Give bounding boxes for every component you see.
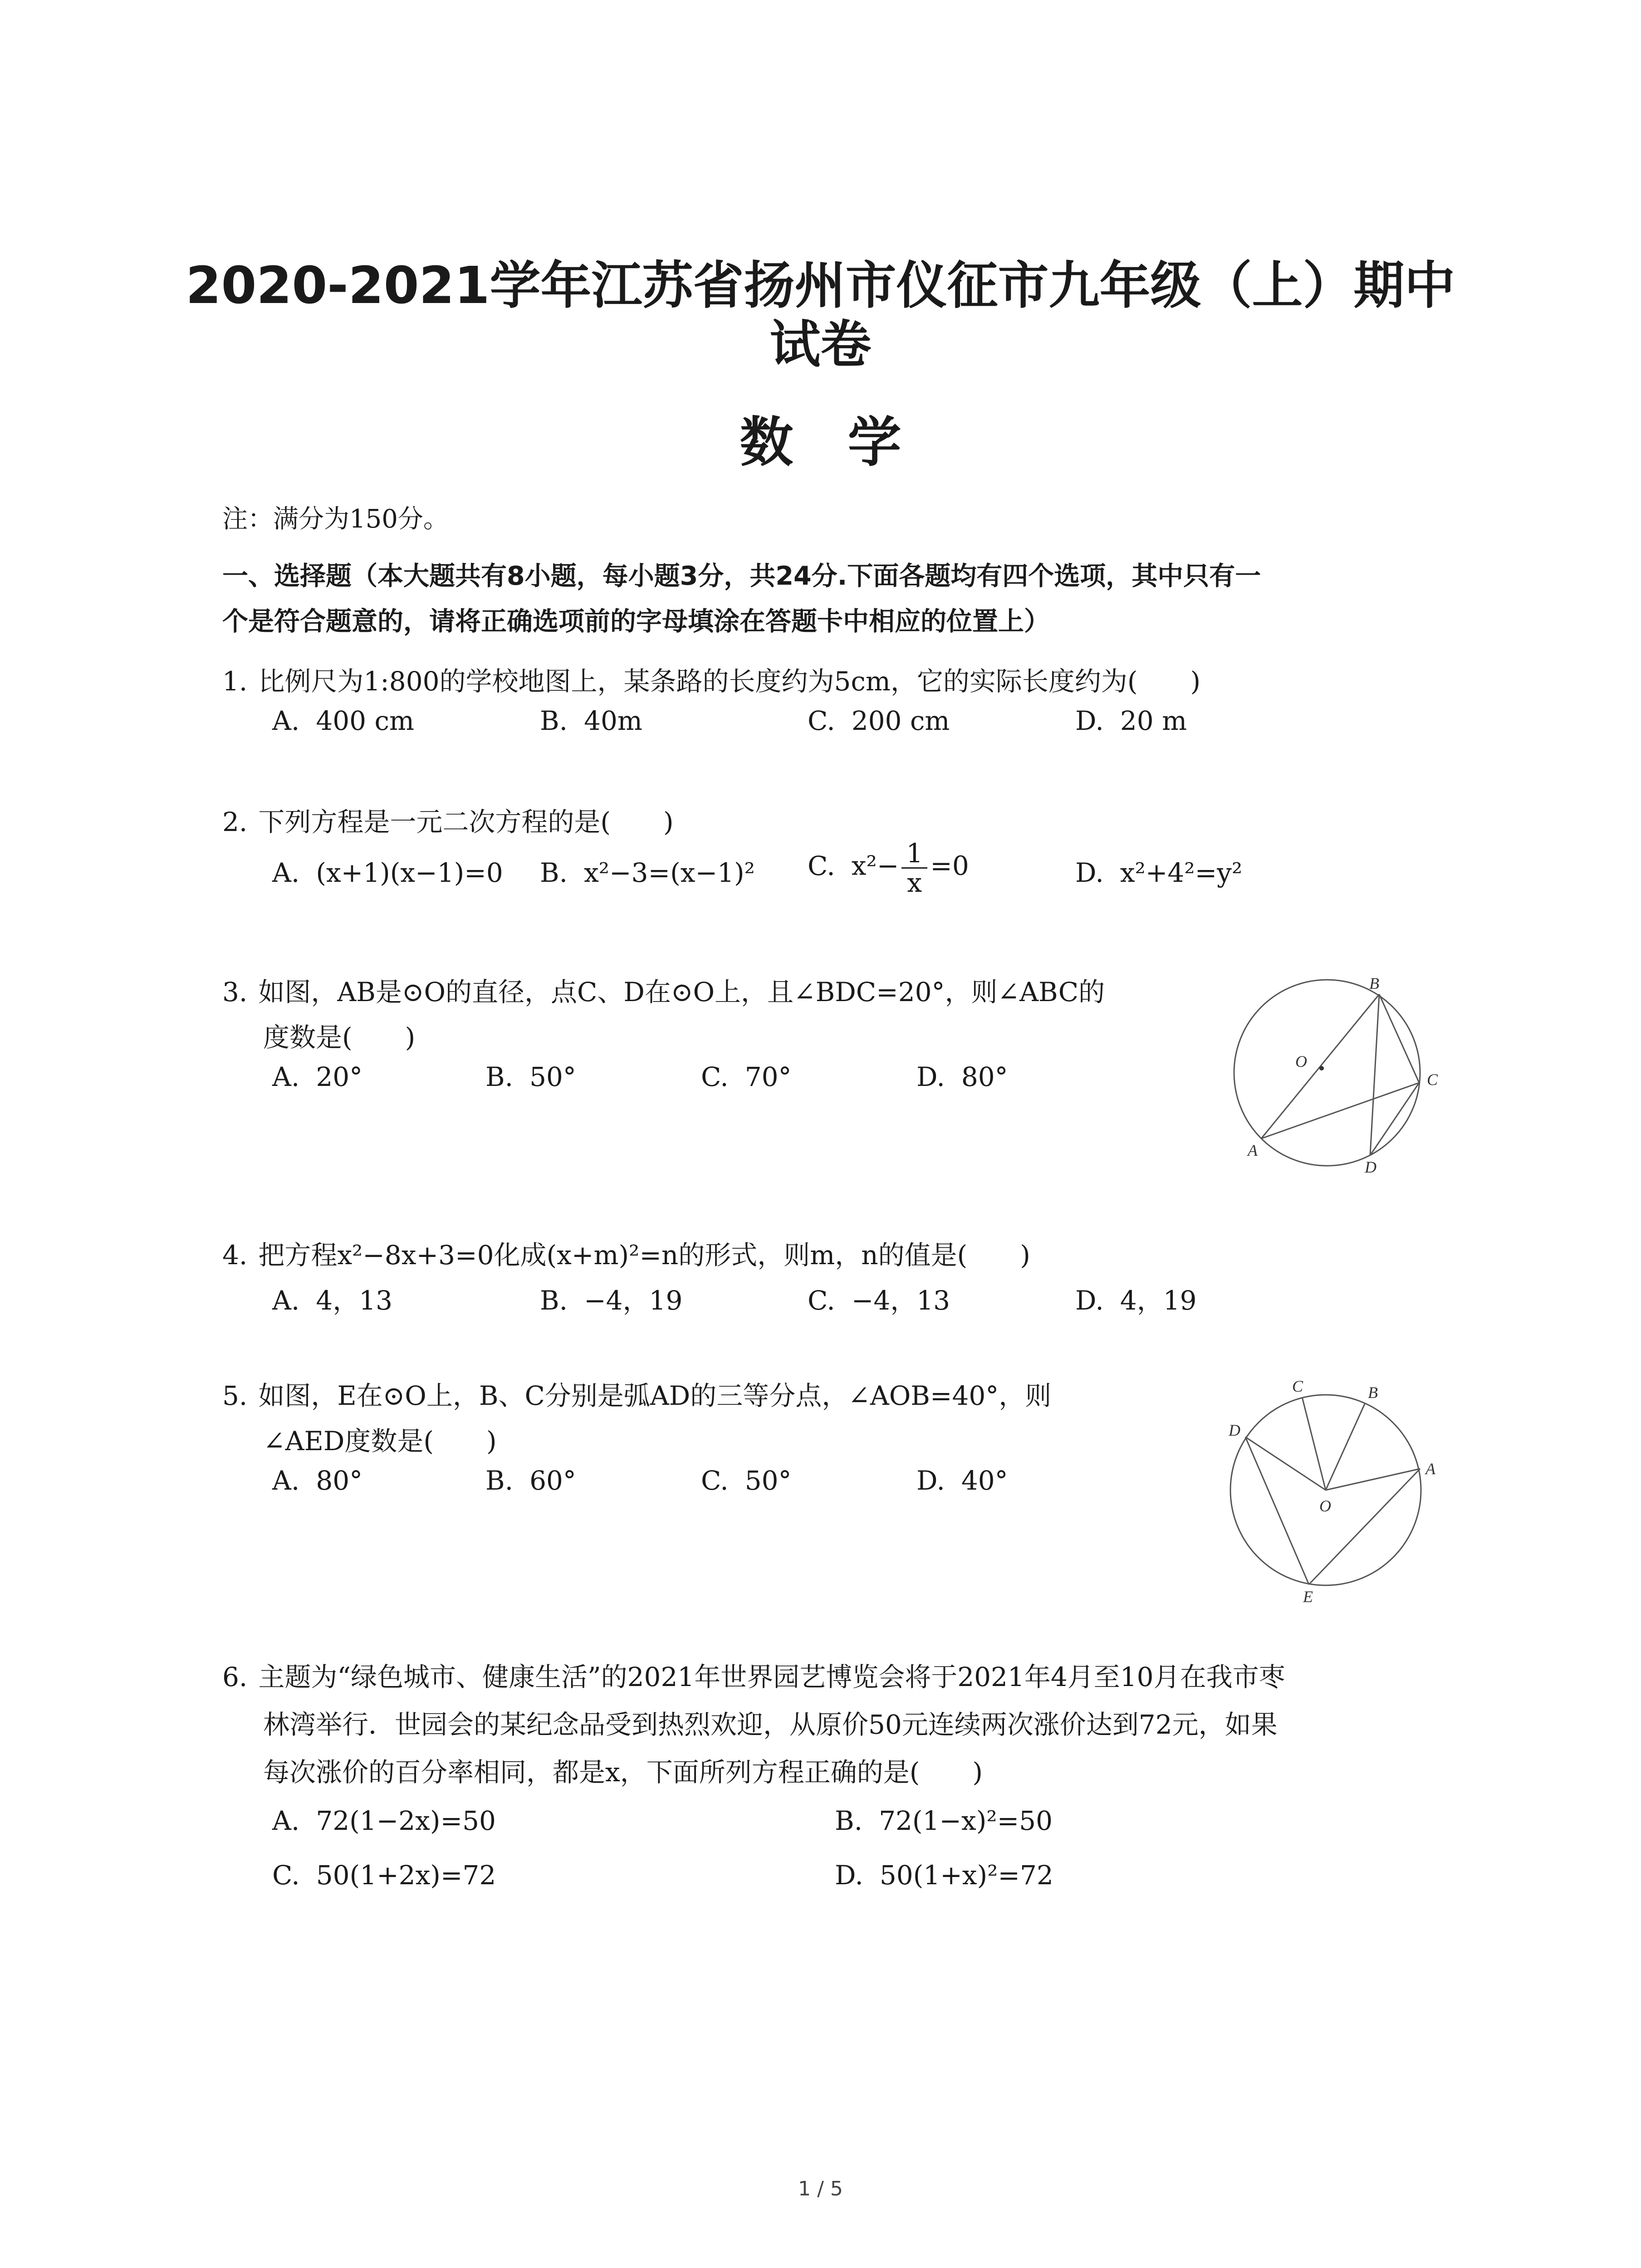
chord-bd [1370, 994, 1379, 1155]
chord-ae [1309, 1469, 1420, 1584]
option-b: B. −4，19 [540, 1285, 683, 1316]
option-c: C. 50° [701, 1465, 792, 1496]
option-d: D. 20 m [1075, 705, 1187, 736]
option-a: A. 4，13 [272, 1285, 393, 1316]
question-text: 比例尺为1:800的学校地图上，某条路的长度约为5cm，它的实际长度约为( ) [258, 666, 1201, 697]
question-3-line1 [222, 971, 1105, 1009]
question-number: 4. [222, 1240, 248, 1271]
option-b: B. 50° [485, 1061, 576, 1092]
question-text: 如图，E在⊙O上，B、C分别是弧AD的三等分点，∠AOB=40°，则 [258, 1380, 1052, 1411]
question-3-line2: 度数是( ) [263, 1022, 416, 1053]
label-o: O [1319, 1497, 1331, 1515]
question-2 [222, 801, 674, 839]
question-number: 3. [222, 977, 248, 1007]
question-4 [222, 1234, 1030, 1272]
option-c: C. 200 cm [808, 705, 950, 736]
page-number: 1 / 5 [798, 2177, 843, 2200]
question-text: 把方程x²−8x+3=0化成(x+m)²=n的形式，则m，n的值是( ) [258, 1240, 1030, 1271]
option-d: D. 50(1+x)²=72 [835, 1860, 1053, 1891]
label-b: B [1369, 974, 1379, 992]
question-1 [222, 660, 1200, 698]
label-b: B [1368, 1383, 1378, 1402]
option-b: B. 60° [485, 1465, 576, 1496]
label-a: A [1248, 1141, 1258, 1159]
question-6-line3: 每次涨价的百分率相同，都是x，下面所列方程正确的是( ) [263, 1757, 983, 1788]
label-e: E [1303, 1588, 1313, 1606]
radius-ob [1326, 1404, 1365, 1490]
chord-de [1245, 1437, 1309, 1584]
option-a: A. 20° [272, 1061, 363, 1092]
label-d: D [1229, 1421, 1240, 1439]
label-c: C [1292, 1377, 1303, 1395]
option-d: D. 40° [916, 1465, 1008, 1496]
option-c: C. 50(1+2x)=72 [272, 1860, 496, 1891]
label-a: A [1425, 1460, 1435, 1478]
question-number: 1. [222, 666, 248, 697]
question-text: 下列方程是一元二次方程的是( ) [258, 807, 674, 837]
question-text: 如图，AB是⊙O的直径，点C、D在⊙O上，且∠BDC=20°，则∠ABC的 [258, 977, 1105, 1007]
radius-oa [1326, 1469, 1420, 1490]
option-d: D. 4，19 [1075, 1285, 1197, 1316]
option-c: C. 70° [701, 1061, 792, 1092]
option-d: D. x²+4²=y² [1075, 857, 1243, 888]
option-a: A. 72(1−2x)=50 [272, 1805, 496, 1836]
question-text: 主题为“绿色城市、健康生活”的2021年世界园艺博览会将于2021年4月至10月在我市枣 [258, 1662, 1285, 1692]
question-6-line2: 林湾举行．世园会的某纪念品受到热烈欢迎，从原价50元连续两次涨价达到72元，如果 [263, 1709, 1278, 1740]
label-d: D [1365, 1158, 1376, 1175]
question-5-line2: ∠AED度数是( ) [263, 1426, 497, 1457]
label-c: C [1427, 1070, 1438, 1089]
option-c: C. x²− $\frac{1}{x}$ =0 [808, 838, 969, 898]
section-heading-line2: 个是符合题意的，请将正确选项前的字母填涂在答题卡中相应的位置上） [222, 606, 1050, 636]
option-b: B. 40m [540, 705, 642, 736]
option-d: D. 80° [916, 1061, 1008, 1092]
exam-title-line2: 试卷 [769, 315, 872, 374]
score-note: 注：满分为150分。 [222, 504, 449, 534]
question-number: 6. [222, 1662, 248, 1692]
option-a: A. 80° [272, 1465, 363, 1496]
question-6-line1 [222, 1656, 1285, 1694]
question-number: 2. [222, 807, 248, 837]
section-heading-line1: 一、选择题（本大题共有8小题，每小题3分，共24分.下面各题均有四个选项，其中只有一 [222, 561, 1261, 591]
label-o: O [1295, 1052, 1307, 1070]
exam-title-line1: 2020-2021学年江苏省扬州市仪征市九年级（上）期中 [186, 256, 1455, 315]
fraction: $\frac{1}{x}$ [901, 839, 927, 897]
question-number: 5. [222, 1380, 248, 1411]
option-a: A. 400 cm [272, 705, 414, 736]
option-c: C. −4，13 [808, 1285, 950, 1316]
chord-cd [1370, 1083, 1419, 1155]
circle-figure-q3 [1198, 966, 1452, 1175]
question-5-line1 [222, 1374, 1051, 1413]
option-b: B. x²−3=(x−1)² [540, 857, 755, 888]
subject-title: 数学 [740, 411, 956, 474]
option-a: A. (x+1)(x−1)=0 [272, 857, 503, 888]
option-b: B. 72(1−x)²=50 [835, 1805, 1053, 1836]
circle-figure-q5 [1202, 1370, 1456, 1606]
center-point [1319, 1066, 1324, 1070]
